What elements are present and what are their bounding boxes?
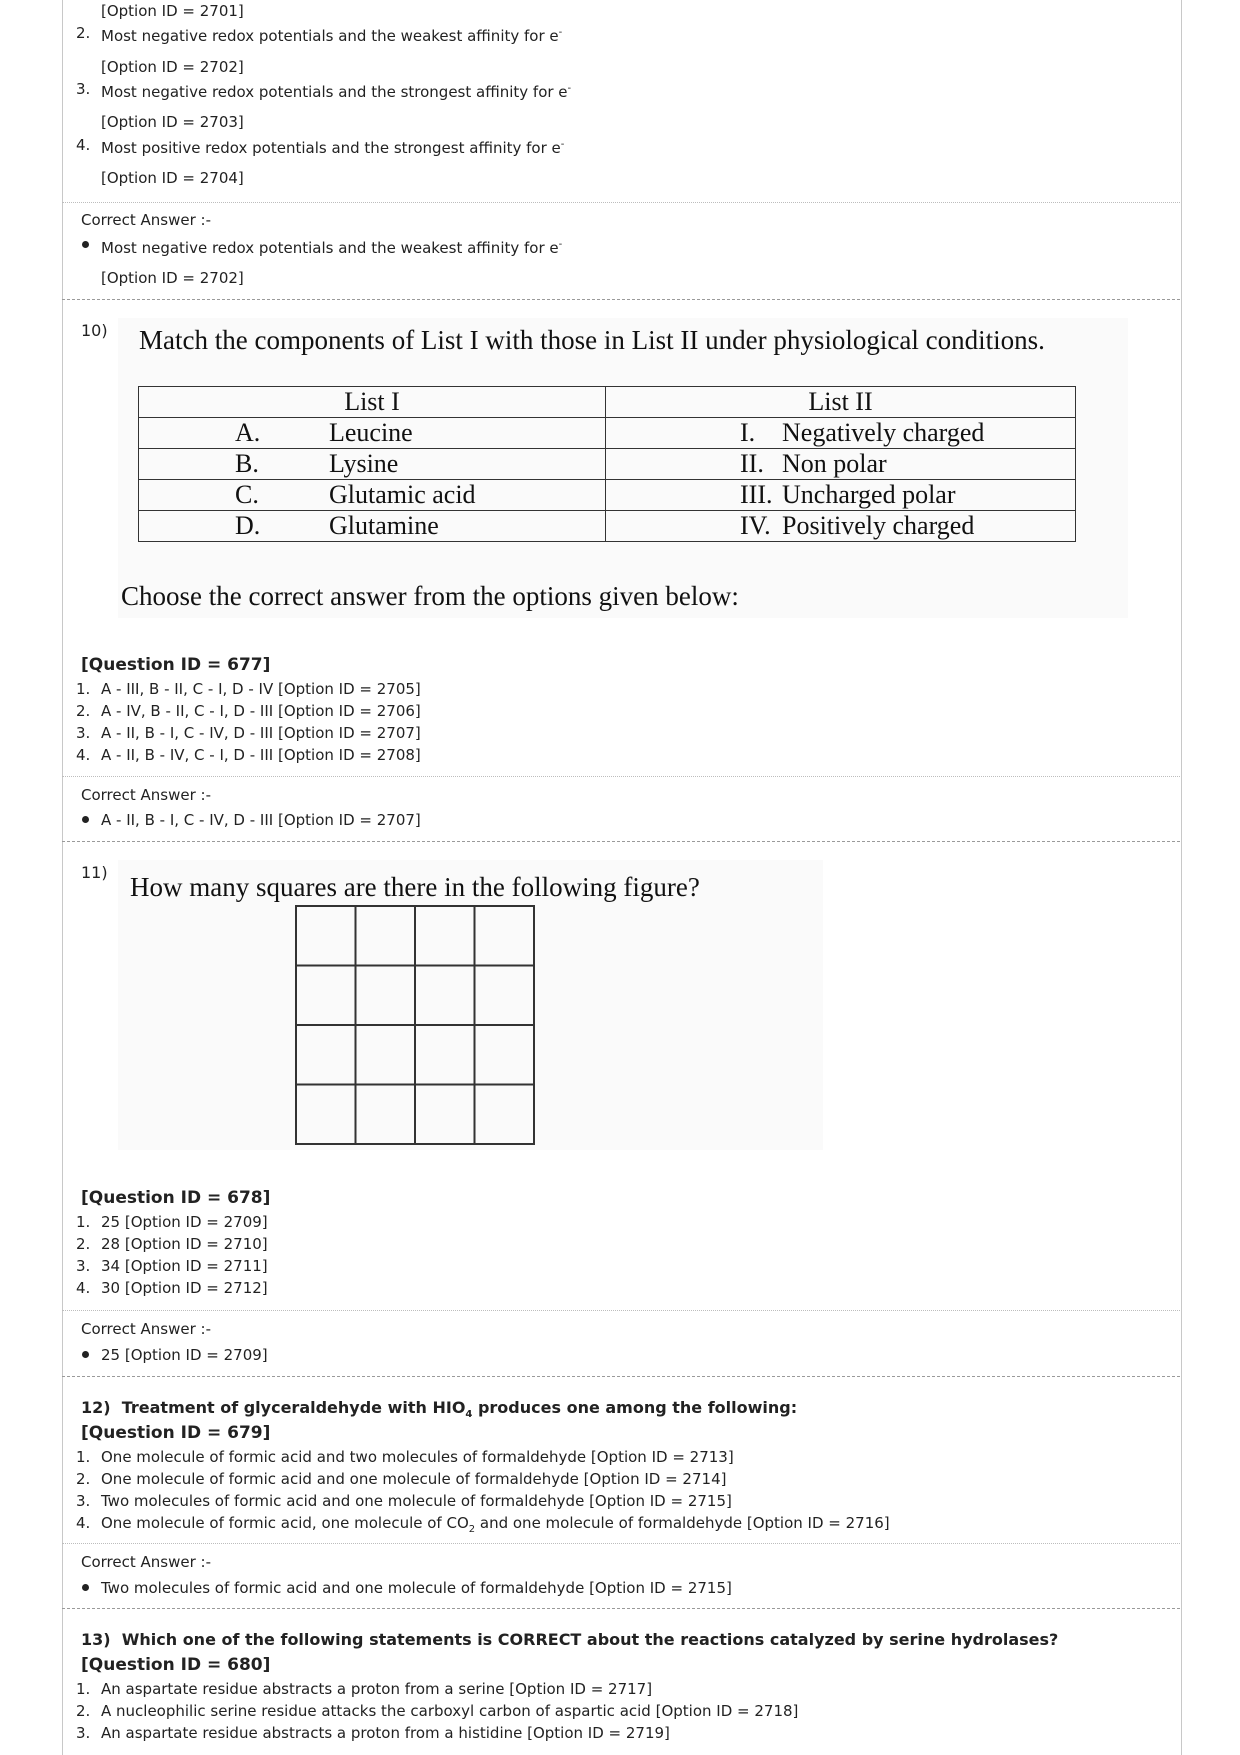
q12-stem xyxy=(81,1399,797,1424)
q13-number: 13) xyxy=(81,1630,111,1649)
q11-stem: How many squares are there in the following figure? xyxy=(130,872,700,902)
list-2-item: Non polar xyxy=(782,449,887,478)
q9-option-3-id: [Option ID = 2703] xyxy=(101,113,244,131)
table-row xyxy=(139,449,1076,480)
q12-option-4-text-end: and one molecule of formaldehyde [Option ID = 2716] xyxy=(475,1514,890,1532)
q10-number: 10) xyxy=(81,321,108,340)
q9-option-2-id: [Option ID = 2702] xyxy=(101,58,244,76)
q9-option-4-text: Most positive redox potentials and the strongest affinity for e xyxy=(101,139,561,157)
q12-question-id: [Question ID = 679] xyxy=(81,1423,271,1443)
q13-option-2[interactable]: A nucleophilic serine residue attacks the carboxyl carbon of aspartic acid [Option ID = 2718] xyxy=(101,1702,799,1720)
bullet-icon xyxy=(82,816,89,823)
q9-option-4-number: 4. xyxy=(76,136,91,154)
list-1-item: Leucine xyxy=(329,418,413,447)
q12-option-4-sub: 2 xyxy=(468,1524,476,1535)
option-number: 4. xyxy=(76,1514,91,1532)
q9-option-3-sup: - xyxy=(567,83,572,94)
q9-option-2-text: Most negative redox potentials and the weakest affinity for e xyxy=(101,27,559,45)
q13-option-3[interactable]: An aspartate residue abstracts a proton from a histidine [Option ID = 2719] xyxy=(101,1724,670,1742)
q12-stem-text: Treatment of glyceraldehyde with HIO xyxy=(121,1398,466,1417)
match-table-header xyxy=(139,387,1076,418)
table-row xyxy=(139,511,1076,542)
q10-instruction: Choose the correct answer from the options given below: xyxy=(121,581,739,611)
list-1-cell xyxy=(139,449,606,480)
q9-option-2-sup: - xyxy=(558,27,563,38)
option-number: 2. xyxy=(76,1235,91,1253)
list-2-header: List II xyxy=(606,387,1076,418)
bullet-icon xyxy=(82,1351,89,1358)
list-2-item: Uncharged polar xyxy=(782,480,956,509)
q10-option-3[interactable]: A - II, B - I, C - IV, D - III [Option ID = 2707] xyxy=(101,724,421,742)
list-1-header: List I xyxy=(139,387,606,418)
q13-question-id: [Question ID = 680] xyxy=(81,1655,271,1675)
divider xyxy=(62,776,1180,777)
list-1-letter: A. xyxy=(235,418,261,447)
list-2-cell xyxy=(606,480,1076,511)
q9-option-1-id: [Option ID = 2701] xyxy=(101,2,244,20)
list-1-cell xyxy=(139,480,606,511)
q10-option-1[interactable]: A - III, B - II, C - I, D - IV [Option ID = 2705] xyxy=(101,680,421,698)
q9-option-2[interactable] xyxy=(101,24,562,45)
option-number: 4. xyxy=(76,1279,91,1297)
q12-stem-sub: 4 xyxy=(465,1409,473,1421)
q12-option-3[interactable]: Two molecules of formic acid and one molecule of formaldehyde [Option ID = 2715] xyxy=(101,1492,732,1510)
q10-option-4[interactable]: A - II, B - IV, C - I, D - III [Option ID = 2708] xyxy=(101,746,421,764)
q11-correct-label: Correct Answer :- xyxy=(81,1320,211,1338)
q9-correct-text: Most negative redox potentials and the weakest affinity for e xyxy=(101,239,559,257)
list-1-letter: C. xyxy=(235,480,259,509)
list-1-item: Lysine xyxy=(329,449,399,478)
question-separator xyxy=(62,299,1180,300)
q12-option-2[interactable]: One molecule of formic acid and one molecule of formaldehyde [Option ID = 2714] xyxy=(101,1470,727,1488)
q10-correct-answer: A - II, B - I, C - IV, D - III [Option ID = 2707] xyxy=(101,811,421,829)
list-1-item: Glutamic acid xyxy=(329,480,476,509)
list-2-numeral: III. xyxy=(740,480,773,509)
option-number: 1. xyxy=(76,680,91,698)
q12-option-4-text: One molecule of formic acid, one molecule of CO xyxy=(101,1514,469,1532)
q12-correct-label: Correct Answer :- xyxy=(81,1553,211,1571)
square-grid-figure xyxy=(294,904,538,1148)
q9-option-3-number: 3. xyxy=(76,80,91,98)
q9-correct-sup: - xyxy=(558,239,563,250)
q13-stem-text: Which one of the following statements is CORRECT about the reactions catalyzed by serine hydrolases? xyxy=(121,1630,1059,1649)
list-1-letter: D. xyxy=(235,511,261,540)
q9-option-3-text: Most negative redox potentials and the strongest affinity for e xyxy=(101,83,568,101)
question-separator xyxy=(62,1608,1180,1609)
q10-stem: Match the components of List I with those in List II under physiological conditions. xyxy=(139,325,1045,355)
q9-option-4-sup: - xyxy=(560,139,565,150)
list-2-cell xyxy=(606,418,1076,449)
list-1-letter: B. xyxy=(235,449,259,478)
list-2-numeral: I. xyxy=(740,418,756,447)
q9-correct-label: Correct Answer :- xyxy=(81,211,211,229)
q11-correct-answer: 25 [Option ID = 2709] xyxy=(101,1346,268,1364)
option-number: 3. xyxy=(76,1492,91,1510)
list-2-cell xyxy=(606,449,1076,480)
option-number: 1. xyxy=(76,1448,91,1466)
bullet-icon xyxy=(82,241,89,248)
list-2-item: Positively charged xyxy=(782,511,975,540)
option-number: 4. xyxy=(76,746,91,764)
option-number: 2. xyxy=(76,1702,91,1720)
table-row xyxy=(139,480,1076,511)
bullet-icon xyxy=(82,1584,89,1591)
list-1-item: Glutamine xyxy=(329,511,439,540)
divider xyxy=(62,1543,1180,1544)
q12-option-1[interactable]: One molecule of formic acid and two molecules of formaldehyde [Option ID = 2713] xyxy=(101,1448,734,1466)
list-2-cell xyxy=(606,511,1076,542)
q13-option-1[interactable]: An aspartate residue abstracts a proton from a serine [Option ID = 2717] xyxy=(101,1680,653,1698)
q9-option-2-number: 2. xyxy=(76,24,91,42)
list-1-cell xyxy=(139,511,606,542)
table-row xyxy=(139,418,1076,449)
divider xyxy=(62,202,1180,203)
option-number: 2. xyxy=(76,1470,91,1488)
q10-option-2[interactable]: A - IV, B - II, C - I, D - III [Option ID = 2706] xyxy=(101,702,421,720)
q10-question-id: [Question ID = 677] xyxy=(81,655,271,675)
question-separator xyxy=(62,1376,1180,1377)
q13-stem xyxy=(81,1631,1058,1649)
option-number: 1. xyxy=(76,1213,91,1231)
q12-stem-text-end: produces one among the following: xyxy=(472,1398,798,1417)
q9-correct-answer xyxy=(101,236,562,257)
list-1-cell xyxy=(139,418,606,449)
question-separator xyxy=(62,841,1180,842)
q11-option-1[interactable]: 25 [Option ID = 2709] xyxy=(101,1213,268,1231)
grid-lines xyxy=(296,906,534,1144)
q12-option-4[interactable] xyxy=(101,1514,890,1539)
option-number: 3. xyxy=(76,1724,91,1742)
q9-correct-id: [Option ID = 2702] xyxy=(101,269,244,287)
q12-correct-answer: Two molecules of formic acid and one molecule of formaldehyde [Option ID = 2715] xyxy=(101,1579,732,1597)
q11-option-4[interactable]: 30 [Option ID = 2712] xyxy=(101,1279,268,1297)
divider xyxy=(62,1310,1180,1311)
list-2-numeral: II. xyxy=(740,449,764,478)
q11-option-3[interactable]: 34 [Option ID = 2711] xyxy=(101,1257,268,1275)
q10-correct-label: Correct Answer :- xyxy=(81,786,211,804)
option-number: 1. xyxy=(76,1680,91,1698)
list-2-numeral: IV. xyxy=(740,511,771,540)
list-2-item: Negatively charged xyxy=(782,418,985,447)
option-number: 3. xyxy=(76,1257,91,1275)
option-number: 3. xyxy=(76,724,91,742)
q11-option-2[interactable]: 28 [Option ID = 2710] xyxy=(101,1235,268,1253)
q11-number: 11) xyxy=(81,863,108,882)
match-table xyxy=(138,386,1076,542)
option-number: 2. xyxy=(76,702,91,720)
q9-option-3[interactable] xyxy=(101,80,571,101)
q9-option-4[interactable] xyxy=(101,136,564,157)
q11-question-id: [Question ID = 678] xyxy=(81,1188,271,1208)
q12-number: 12) xyxy=(81,1398,111,1417)
q9-option-4-id: [Option ID = 2704] xyxy=(101,169,244,187)
